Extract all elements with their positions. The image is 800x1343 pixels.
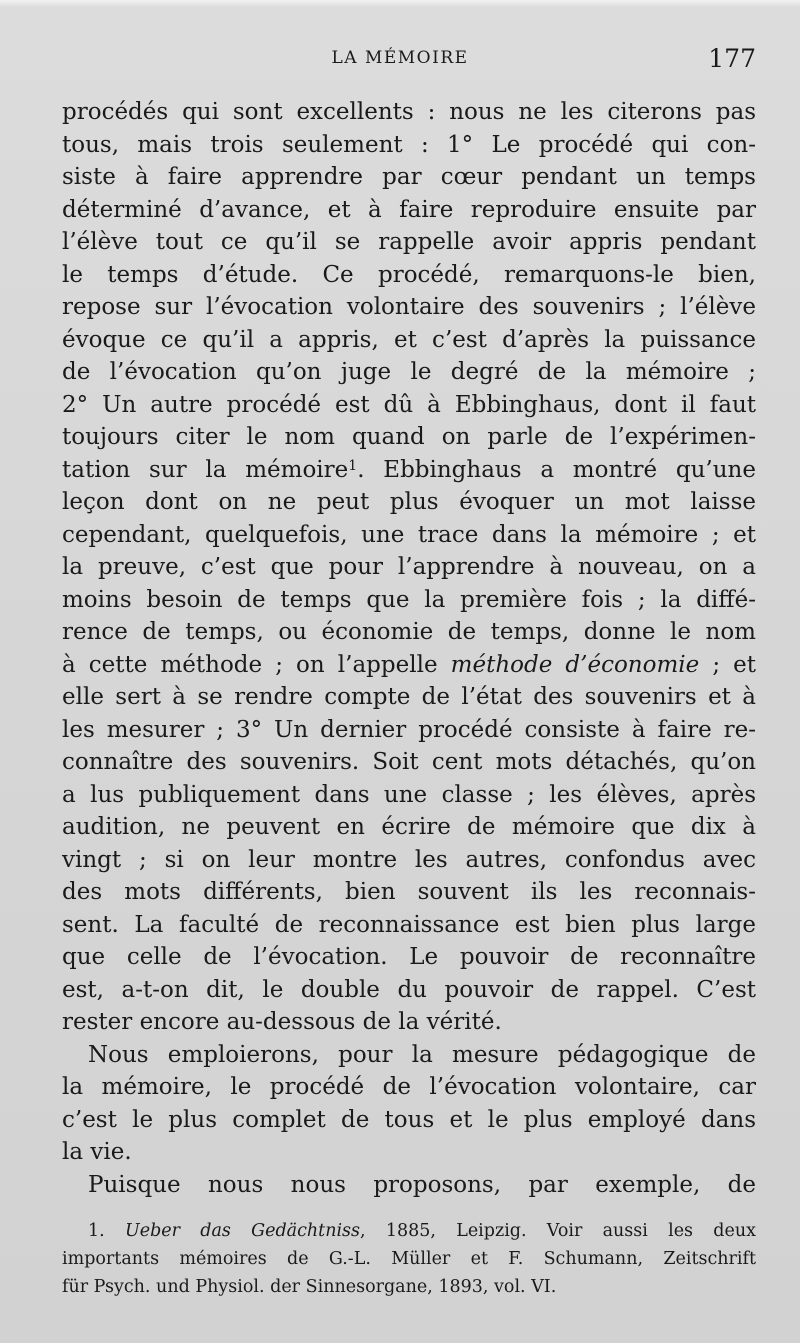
footnote-line: für Psych. und Physiol. der Sinnesorgane, 1893, vol. VI. — [62, 1277, 557, 1297]
text-line: sent. La faculté de reconnaissance est bien plus large — [62, 911, 756, 938]
text-line: a lus publiquement dans une classe ; les élèves, après — [62, 781, 756, 808]
footnote-number: 1. — [88, 1221, 105, 1241]
text-line: des mots différents, bien souvent ils les reconnais- — [62, 879, 756, 905]
paragraph-start-line: Puisque nous nous proposons, par exemple, de — [88, 1171, 756, 1198]
text-segment: ; et — [699, 651, 757, 678]
text-line: siste à faire apprendre par cœur pendant un temps — [62, 164, 756, 190]
paragraph-start-line: Nous emploierons, pour la mesure pédagogique de — [88, 1041, 756, 1068]
text-line: toujours citer le nom quand on parle de l’expérimen- — [62, 424, 756, 450]
page-top-edge — [0, 0, 800, 8]
text-line: déterminé d’avance, et à faire reproduire ensuite par — [62, 196, 756, 223]
text-line: moins besoin de temps que la première fois ; la diffé- — [62, 586, 756, 613]
text-line: audition, ne peuvent en écrire de mémoire que dix à — [62, 814, 756, 840]
text-line: procédés qui sont excellents : nous ne les citerons pas — [62, 99, 756, 125]
text-line-with-italic — [62, 649, 756, 682]
running-title: LA MÉMOIRE — [331, 48, 469, 68]
text-line: tous, mais trois seulement : 1° Le procédé qui con- — [62, 131, 756, 158]
text-segment: à cette méthode ; on l’appelle — [62, 651, 438, 678]
text-line: est, a-t-on dit, le double du pouvoir de rappel. C’est — [62, 976, 756, 1003]
text-line: la mémoire, le procédé de l’évocation volontaire, car — [62, 1074, 756, 1100]
text-line: de l’évocation qu’on juge le degré de la mémoire ; — [62, 359, 756, 385]
text-line: le temps d’étude. Ce procédé, remarquons-le bien, — [62, 261, 756, 288]
footnote-reference: 1 — [348, 457, 358, 474]
body-text — [62, 96, 756, 1201]
text-line-with-note — [62, 454, 756, 487]
running-head — [0, 44, 800, 74]
text-line: connaître des souvenirs. Soit cent mots détachés, qu’on — [62, 749, 756, 775]
text-line: cependant, quelquefois, une trace dans la mémoire ; et — [62, 521, 756, 548]
text-line: elle sert à se rendre compte de l’état des souvenirs et à — [62, 684, 756, 710]
italic-term: méthode d’économie — [450, 651, 700, 678]
footnote-title: Ueber das Gedächtniss — [124, 1221, 361, 1241]
text-line: leçon dont on ne peut plus évoquer un mot laisse — [62, 489, 756, 515]
footnotes — [62, 1217, 756, 1301]
text-line: l’élève tout ce qu’il se rappelle avoir appris pendant — [62, 229, 756, 255]
text-line: c’est le plus complet de tous et le plus employé dans — [62, 1106, 756, 1133]
text-line: la preuve, c’est que pour l’apprendre à nouveau, on a — [62, 554, 756, 580]
text-line: rester encore au-dessous de la vérité. — [62, 1009, 502, 1035]
text-line: repose sur l’évocation volontaire des souvenirs ; l’élève — [62, 294, 756, 320]
text-line: les mesurer ; 3° Un dernier procédé consiste à faire re- — [62, 716, 756, 743]
text-line: vingt ; si on leur montre les autres, confondus avec — [62, 846, 756, 873]
text-line: évoque ce qu’il a appris, et c’est d’après la puissance — [62, 326, 756, 353]
text-line: rence de temps, ou économie de temps, donne le nom — [62, 619, 756, 645]
text-line: 2° Un autre procédé est dû à Ebbinghaus, dont il faut — [62, 391, 756, 418]
text-segment: . Ebbinghaus a montré qu’une — [357, 456, 756, 483]
footnote-line — [62, 1217, 756, 1245]
text-segment: tation sur la mémoire — [62, 456, 349, 483]
text-line: que celle de l’évocation. Le pouvoir de reconnaître — [62, 944, 756, 970]
text-line: la vie. — [62, 1139, 132, 1165]
page-number: 177 — [708, 44, 756, 73]
footnote-text: , 1885, Leipzig. Voir aussi les deux — [360, 1221, 756, 1241]
footnote-line: importants mémoires de G.-L. Müller et F. Schumann, Zeitschrift — [62, 1249, 756, 1269]
